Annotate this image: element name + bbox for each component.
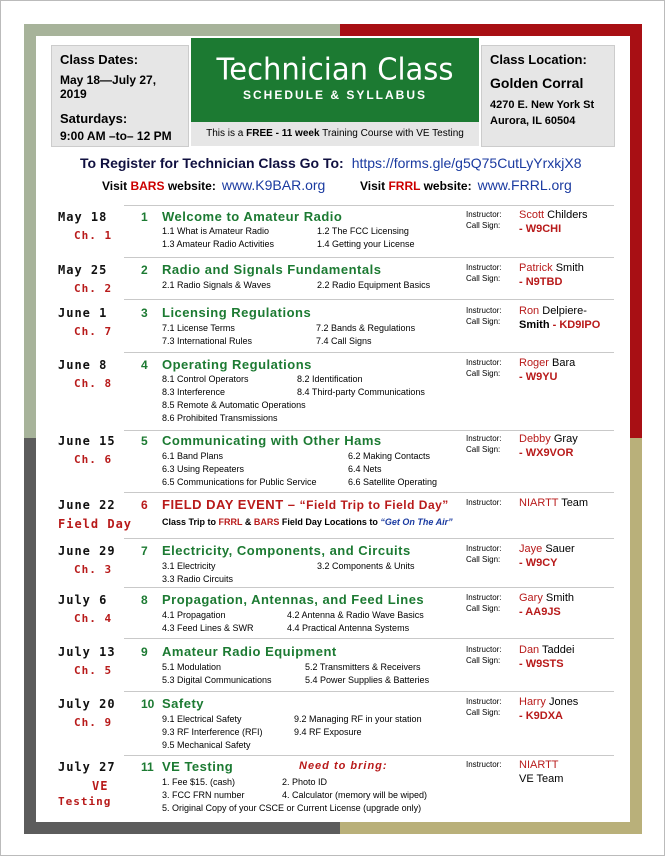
session-date: June 29 — [58, 544, 116, 558]
session-chapter: VE — [92, 779, 109, 793]
visit-pre: Visit — [360, 179, 389, 193]
page-title: Technician Class — [216, 51, 454, 87]
instructor-first: Scott — [519, 209, 545, 221]
instructor-team: VE Team — [519, 773, 564, 785]
session-number: 6 — [141, 498, 148, 512]
free-post: Training Course with VE Testing — [319, 128, 464, 139]
topic: 8.2 Identification — [297, 374, 363, 384]
instructor-name — [519, 262, 584, 274]
topic: 9.1 Electrical Safety — [162, 714, 242, 724]
session-number: 11 — [141, 760, 154, 774]
instructor-first: Dan — [519, 644, 540, 656]
topic: 8.5 Remote & Automatic Operations — [162, 400, 306, 410]
session-chapter-2: Testing — [58, 795, 112, 808]
topic: 7.3 International Rules — [162, 336, 253, 346]
instructor-first: NIARTT — [519, 497, 559, 509]
session-date: June 8 — [58, 358, 108, 372]
register-text: To Register for Technician Class Go To: — [80, 155, 344, 171]
topic: 3.2 Components & Units — [317, 561, 415, 571]
topic: 5.2 Transmitters & Receivers — [305, 662, 421, 672]
address-line-2: Aurora, IL 60504 — [490, 115, 576, 127]
topic: 8.6 Prohibited Transmissions — [162, 413, 278, 423]
instructor-first: Roger — [519, 357, 549, 369]
instructor-last: Childers — [547, 209, 588, 221]
frame-band-right-bottom — [630, 438, 642, 834]
need-to-bring-label: Need to bring: — [299, 760, 388, 772]
visit-frrl — [360, 177, 572, 193]
time-value: 9:00 AM –to– 12 PM — [60, 129, 172, 143]
session-date: May 18 — [58, 210, 108, 224]
topic: 6.1 Band Plans — [162, 451, 224, 461]
instructor-last: Gray — [553, 433, 578, 445]
session-title: Propagation, Antennas, and Feed Lines — [162, 592, 425, 607]
separator — [124, 205, 614, 206]
visit-pre: Visit — [102, 179, 131, 193]
frame-band-top-left — [24, 24, 340, 36]
topic: 1. Fee $15. (cash) — [162, 777, 236, 787]
instructor-last: Team — [561, 497, 589, 509]
callsign-label: Call Sign: — [466, 369, 501, 378]
session-title: Operating Regulations — [162, 357, 312, 372]
fd-and: & — [242, 517, 254, 527]
visit-org: BARS — [130, 179, 165, 193]
topic: 4.2 Antenna & Radio Wave Basics — [287, 610, 424, 620]
topic: 5. Original Copy of your CSCE or Current License (upgrade only) — [162, 803, 422, 813]
separator — [124, 755, 614, 756]
session-chapter: Ch. 8 — [74, 377, 113, 390]
session-date: June 1 — [58, 306, 108, 320]
topic: 1.4 Getting your License — [317, 239, 415, 249]
topic: 9.3 RF Interference (RFI) — [162, 727, 263, 737]
instructor-first: Jaye — [519, 543, 543, 555]
session-chapter: Ch. 7 — [74, 325, 113, 338]
instructor-label: Instructor: — [466, 434, 502, 443]
topic: 6.6 Satellite Operating — [348, 477, 438, 487]
instructor-last-2: Smith — [519, 319, 550, 331]
callsign-label: Call Sign: — [466, 708, 501, 717]
session-date: June 15 — [58, 434, 116, 448]
instructor-name: NIARTT — [519, 759, 559, 771]
session-title: Amateur Radio Equipment — [162, 644, 337, 659]
call-sign: - W9STS — [519, 658, 564, 670]
session-chapter: Field Day — [58, 517, 133, 531]
call-sign-value: - KD9IPO — [552, 319, 601, 331]
location-name: Golden Corral — [490, 75, 584, 91]
session-date: June 22 — [58, 498, 116, 512]
instructor-label: Instructor: — [466, 306, 502, 315]
callsign-label: Call Sign: — [466, 555, 501, 564]
session-title: Communicating with Other Hams — [162, 433, 382, 448]
callsign-label: Call Sign: — [466, 274, 501, 283]
separator — [124, 691, 614, 692]
topic: 7.2 Bands & Regulations — [316, 323, 416, 333]
register-link[interactable]: https://forms.gle/g5Q75CutLyYrxkjX8 — [351, 155, 582, 171]
bars-website-link[interactable]: www.K9BAR.org — [221, 177, 326, 193]
instructor-label: Instructor: — [466, 263, 502, 272]
separator — [124, 257, 614, 258]
fd-org-2: BARS — [253, 517, 280, 527]
session-chapter: Ch. 6 — [74, 453, 113, 466]
fd-quote: “Get On The Air” — [380, 517, 453, 527]
topic: 4.3 Feed Lines & SWR — [162, 623, 254, 633]
separator — [124, 587, 614, 588]
session-date: May 25 — [58, 263, 108, 277]
topic: 4. Calculator (memory will be wiped) — [282, 790, 428, 800]
frame-band-left-bottom — [24, 438, 36, 834]
topic: 8.4 Third-party Communications — [297, 387, 425, 397]
instructor-name — [519, 497, 588, 509]
instructor-label: Instructor: — [466, 645, 502, 654]
class-location-box — [481, 45, 615, 147]
instructor-last: Delpiere- — [542, 305, 587, 317]
topic: 6.5 Communications for Public Service — [162, 477, 317, 487]
instructor-first: Ron — [519, 305, 540, 317]
instructor-name — [519, 592, 574, 604]
fd-mid: Field Day Locations to — [279, 517, 381, 527]
session-chapter: Ch. 9 — [74, 716, 113, 729]
topic: 2.2 Radio Equipment Basics — [317, 280, 431, 290]
dates-label: Class Dates: — [60, 52, 139, 67]
session-chapter: Ch. 3 — [74, 563, 113, 576]
session-number: 4 — [141, 358, 148, 372]
instructor-last: Smith — [545, 592, 575, 604]
instructor-last: Taddei — [542, 644, 575, 656]
session-title: VE Testing — [162, 759, 234, 774]
topic: 2. Photo ID — [282, 777, 328, 787]
instructor-label: Instructor: — [466, 593, 502, 602]
topic: 8.3 Interference — [162, 387, 226, 397]
call-sign: - N9TBD — [519, 276, 563, 288]
topic: 9.5 Mechanical Safety — [162, 740, 251, 750]
frame-band-right-top — [630, 24, 642, 438]
instructor-name — [519, 305, 587, 317]
instructor-label: Instructor: — [466, 760, 502, 769]
session-number: 1 — [141, 210, 148, 224]
instructor-label: Instructor: — [466, 697, 502, 706]
callsign-label: Call Sign: — [466, 604, 501, 613]
session-date: July 27 — [58, 760, 116, 774]
topic: 7.4 Call Signs — [316, 336, 372, 346]
frame-band-left-top — [24, 24, 36, 438]
instructor-first: Debby — [519, 433, 551, 445]
separator — [124, 430, 614, 431]
topic: 9.2 Managing RF in your station — [294, 714, 422, 724]
session-date: July 20 — [58, 697, 116, 711]
session-chapter: Ch. 4 — [74, 612, 113, 625]
separator — [124, 299, 614, 300]
session-chapter: Ch. 5 — [74, 664, 113, 677]
topic: 9.4 RF Exposure — [294, 727, 362, 737]
session-number: 10 — [141, 697, 155, 711]
session-number: 3 — [141, 306, 148, 320]
field-day-subtitle: “Field Trip to Field Day” — [299, 498, 449, 512]
instructor-last: Sauer — [545, 543, 575, 555]
frame-band-bottom-right — [340, 822, 642, 834]
session-number: 8 — [141, 593, 148, 607]
instructor-name — [519, 644, 574, 656]
topic: 5.1 Modulation — [162, 662, 222, 672]
session-chapter: Ch. 1 — [74, 229, 113, 242]
topic: 1.3 Amateur Radio Activities — [162, 239, 275, 249]
session-date: July 13 — [58, 645, 116, 659]
topic: 1.1 What is Amateur Radio — [162, 226, 270, 236]
visit-org: FRRL — [388, 179, 421, 193]
location-label: Class Location: — [490, 52, 587, 67]
field-day-title: FIELD DAY EVENT – — [162, 497, 296, 512]
instructor-name — [519, 696, 578, 708]
topic: 3.1 Electricity — [162, 561, 216, 571]
separator — [124, 538, 614, 539]
callsign-label: Call Sign: — [466, 317, 501, 326]
session-number: 2 — [141, 263, 148, 277]
session-date: July 6 — [58, 593, 108, 607]
instructor-name — [519, 357, 575, 369]
instructor-label: Instructor: — [466, 544, 502, 553]
instructor-name — [519, 433, 578, 445]
instructor-label: Instructor: — [466, 498, 502, 507]
session-chapter: Ch. 2 — [74, 282, 113, 295]
call-sign: - W9YU — [519, 371, 558, 383]
instructor-last: Smith — [555, 262, 584, 274]
title-banner — [191, 38, 479, 122]
session-title: Radio and Signals Fundamentals — [162, 262, 382, 277]
callsign-label: Call Sign: — [466, 445, 501, 454]
instructor-label: Instructor: — [466, 358, 502, 367]
callsign-label: Call Sign: — [466, 656, 501, 665]
call-sign: - AA9JS — [519, 606, 561, 618]
session-title: Electricity, Components, and Circuits — [162, 543, 411, 558]
separator — [124, 492, 614, 493]
callsign-label: Call Sign: — [466, 221, 501, 230]
call-sign — [519, 319, 600, 331]
separator — [124, 638, 614, 639]
session-title: Licensing Regulations — [162, 305, 312, 320]
topic: 4.4 Practical Antenna Systems — [287, 623, 410, 633]
session-number: 9 — [141, 645, 148, 659]
call-sign: - K9DXA — [519, 710, 564, 722]
separator — [124, 352, 614, 353]
instructor-name — [519, 543, 575, 555]
topic: 6.4 Nets — [348, 464, 382, 474]
visit-bars — [102, 177, 325, 193]
register-line — [80, 155, 582, 171]
address-line-1: 4270 E. New York St — [490, 99, 595, 111]
call-sign: - W9CHI — [519, 223, 562, 235]
instructor-first: Gary — [519, 592, 543, 604]
topic: 5.3 Digital Communications — [162, 675, 272, 685]
topic: 6.3 Using Repeaters — [162, 464, 245, 474]
visit-post: website: — [164, 179, 216, 193]
call-sign: - WX9VOR — [519, 447, 574, 459]
session-title — [162, 497, 449, 512]
dates-value: May 18—July 27, 2019 — [60, 73, 157, 101]
free-bold: FREE - 11 week — [246, 128, 320, 139]
instructor-first: Patrick — [519, 262, 553, 274]
frrl-website-link[interactable]: www.FRRL.org — [477, 177, 572, 193]
field-day-description — [162, 517, 453, 527]
page-subtitle: SCHEDULE & SYLLABUS — [242, 88, 427, 102]
instructor-label: Instructor: — [466, 210, 502, 219]
frame-band-bottom-left — [24, 822, 340, 834]
topic: 5.4 Power Supplies & Batteries — [305, 675, 430, 685]
instructor-name — [519, 209, 588, 221]
topic: 1.2 The FCC Licensing — [317, 226, 409, 236]
topic: 7.1 License Terms — [162, 323, 235, 333]
instructor-last: Bara — [552, 357, 576, 369]
session-number: 5 — [141, 434, 148, 448]
topic: 6.2 Making Contacts — [348, 451, 431, 461]
topic: 4.1 Propagation — [162, 610, 226, 620]
session-title: Welcome to Amateur Radio — [162, 209, 343, 224]
visit-post: website: — [420, 179, 472, 193]
call-sign: - W9CY — [519, 557, 558, 569]
fd-org-1: FRRL — [218, 517, 243, 527]
topic: 8.1 Control Operators — [162, 374, 249, 384]
frame-band-top-right — [340, 24, 642, 36]
fd-pre: Class Trip to — [162, 517, 219, 527]
free-pre: This is a — [206, 128, 247, 139]
topic: 2.1 Radio Signals & Waves — [162, 280, 271, 290]
instructor-first: Harry — [519, 696, 546, 708]
session-title: Safety — [162, 696, 205, 711]
session-number: 7 — [141, 544, 148, 558]
free-course-note — [191, 122, 479, 146]
days-label: Saturdays: — [60, 111, 128, 126]
topic: 3. FCC FRN number — [162, 790, 245, 800]
class-dates-box — [51, 45, 189, 147]
topic: 3.3 Radio Circuits — [162, 574, 234, 584]
instructor-last: Jones — [548, 696, 579, 708]
